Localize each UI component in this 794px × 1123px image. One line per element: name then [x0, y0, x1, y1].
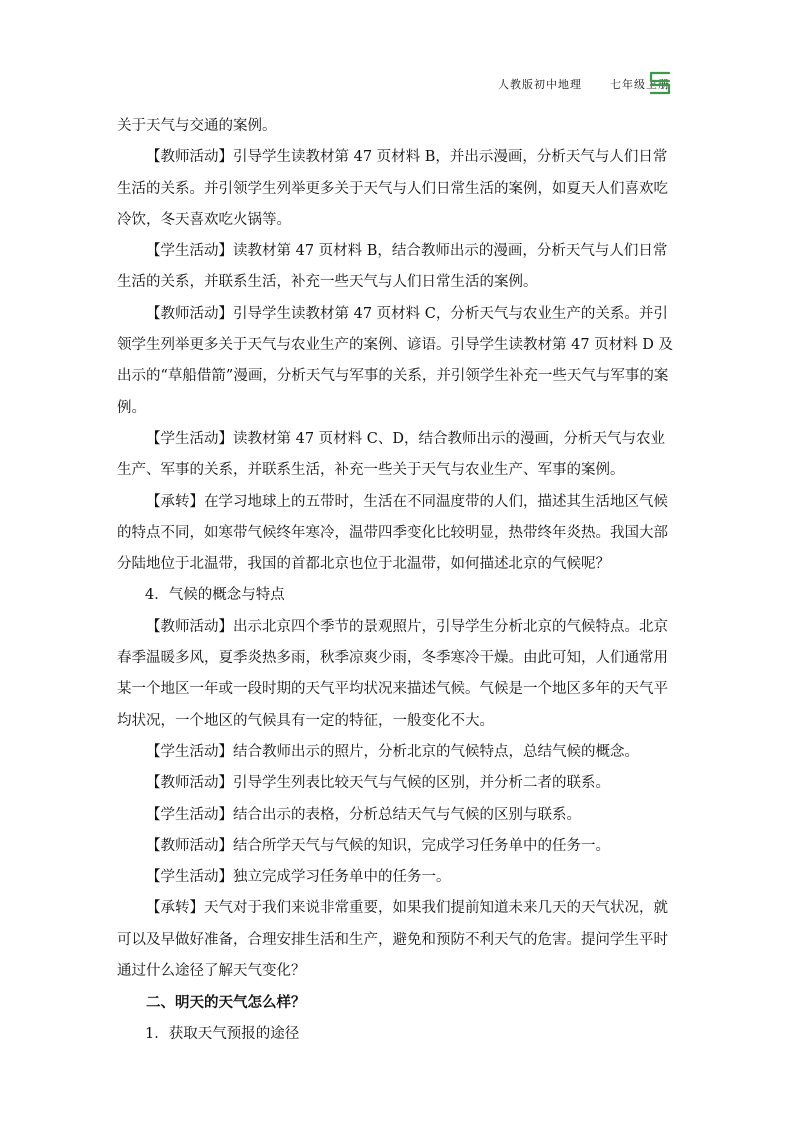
paragraph: 【学生活动】独立完成学习任务单中的任务一。 [146, 869, 451, 886]
paragraph: 关于天气与交通的案例。 [117, 118, 277, 134]
paragraph: 【学生活动】结合出示的表格，分析总结天气与气候的区别与联系。 [146, 806, 581, 823]
publisher-logo-icon [648, 70, 672, 96]
paragraph: 【学生活动】读教材第 47 页材料 B，结合教师出示的漫画，分析天气与人们日常生活的关系，并联系生活，补充一些天气与人们日常生活的案例。 [117, 243, 668, 291]
paragraph: 1．获取天气预报的途径 [145, 1025, 300, 1042]
grade-label: 七年级上册 [610, 78, 670, 91]
paragraph: 4．气候的概念与特点 [145, 587, 285, 604]
paragraph: 【教师活动】引导学生列表比较天气与气候的区别，并分析二者的联系。 [146, 775, 610, 792]
paragraph: 【承转】在学习地球上的五带时，生活在不同温度带的人们，描述其生活地区气候的特点不同，如寒带气候终年寒冷，温带四季变化比较明显，热带终年炎热。我国大部分陆地位于北温带，我国的首都北京也位于北温带，如何描述北京的气候呢？ [117, 493, 668, 573]
paragraph: 【学生活动】结合教师出示的照片，分析北京的气候特点，总结气候的概念。 [146, 743, 639, 760]
paragraph: 【教师活动】出示北京四个季节的景观照片，引导学生分析北京的气候特点。北京春季温暖多风，夏季炎热多雨，秋季凉爽少雨，冬季寒冷干燥。由此可知，人们通常用某一个地区一年或一段时期的天气平均状况来描述气候。气候是一个地区多年的天气平均状况，一个地区的气候具有一定的特征，一般变化不大。 [117, 618, 668, 729]
publisher-label: 人教版初中地理 [498, 78, 582, 91]
paragraph: 【教师活动】引导学生读教材第 47 页材料 B，并出示漫画，分析天气与人们日常生活的关系。并引领学生列举更多关于天气与人们日常生活的案例，如夏天人们喜欢吃冷饮，冬天喜欢吃火锅等。 [117, 149, 668, 228]
paragraph: 【教师活动】引导学生读教材第 47 页材料 C，分析天气与农业生产的关系。并引领学生列举更多关于天气与农业生产的案例、谚语。引导学生读教材第 47 页材料 D 及出示的“草船借箭”漫画，分析天气与军事的关系，并引领学生补充一些天气与军事的案例。 [117, 305, 674, 416]
document-body [117, 111, 677, 1050]
page-header [0, 76, 670, 92]
paragraph: 【学生活动】读教材第 47 页材料 C、D，结合教师出示的漫画，分析天气与农业生产、军事的关系，并联系生活，补充一些关于天气与农业生产、军事的案例。 [117, 430, 665, 479]
paragraph: 【教师活动】结合所学天气与气候的知识，完成学习任务单中的任务一。 [146, 837, 610, 854]
paragraph: 【承转】天气对于我们来说非常重要，如果我们提前知道未来几天的天气状况，就可以及早做好准备，合理安排生活和生产，避免和预防不利天气的危害。提问学生平时通过什么途径了解天气变化？ [117, 900, 668, 980]
paragraph: 二、明天的天气怎么样？ [146, 994, 306, 1012]
